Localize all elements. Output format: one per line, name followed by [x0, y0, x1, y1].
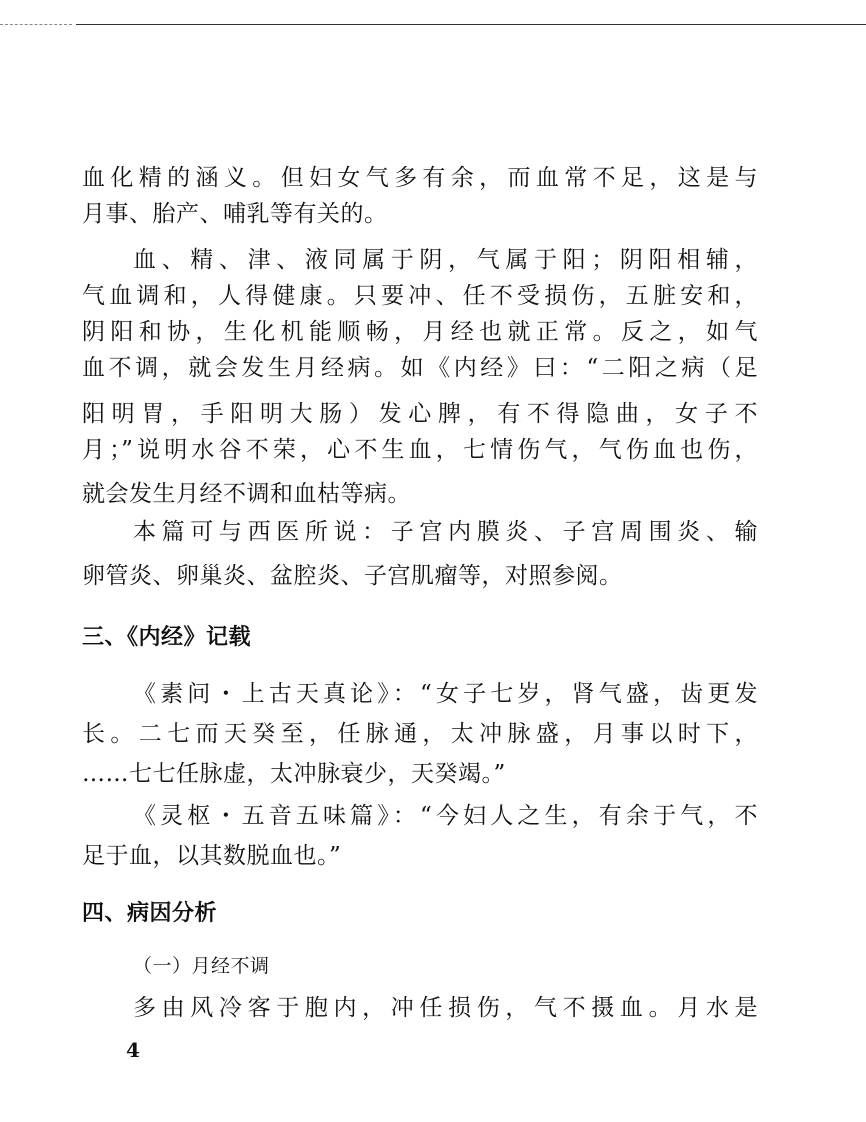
text-line: 多由风冷客于胞内，冲任损伤，气不摄血。月水是 [133, 995, 758, 1021]
page-number: 4 [126, 1038, 140, 1062]
text-line: 气血调和，人得健康。只要冲、任不受损伤，五脏安和， [82, 283, 758, 309]
section-heading: 四、病因分析 [82, 901, 218, 926]
text-line: 血化精的涵义。但妇女气多有余，而血常不足，这是与 [82, 165, 758, 191]
text-line: 血不调，就会发生月经病。如《内经》曰：“二阳之病（足 [82, 355, 758, 381]
text-line: 阴阳和协，生化机能顺畅，月经也就正常。反之，如气 [82, 319, 758, 345]
header-rule-dashed [0, 24, 72, 25]
quote-line: 《灵枢・五音五味篇》：“今妇人之生，有余于气，不 [133, 803, 758, 829]
text-line: 月；”说明水谷不荣，心不生血，七情伤气，气伤血也伤， [82, 437, 758, 463]
quote-line: 长。二七而天癸至，任脉通，太冲脉盛，月事以时下， [82, 721, 758, 747]
text-line: 阳明胃，手阳明大肠）发心脾，有不得隐曲，女子不 [82, 401, 758, 427]
quote-line: 《素问・上古天真论》：“女子七岁，肾气盛，齿更发 [133, 681, 758, 707]
text-line: 血、精、津、液同属于阴，气属于阳；阴阳相辅， [133, 247, 758, 273]
text-line: 本篇可与西医所说：子宫内膜炎、子宫周围炎、输 [133, 519, 758, 545]
section-heading: 三、《内经》记载 [82, 625, 252, 650]
text-line: 就会发生月经不调和血枯等病。 [82, 481, 411, 507]
subsection-heading: （一）月经不调 [133, 955, 270, 977]
text-line: 卵管炎、卵巢炎、盆腔炎、子宫肌瘤等，对照参阅。 [82, 563, 623, 589]
quote-line: 足于血，以其数脱血也。” [82, 843, 342, 869]
quote-line: ……七七任脉虚，太冲脉衰少，天癸竭。” [82, 761, 506, 787]
header-rule [76, 24, 866, 25]
text-line: 月事、胎产、哺乳等有关的。 [82, 201, 388, 227]
